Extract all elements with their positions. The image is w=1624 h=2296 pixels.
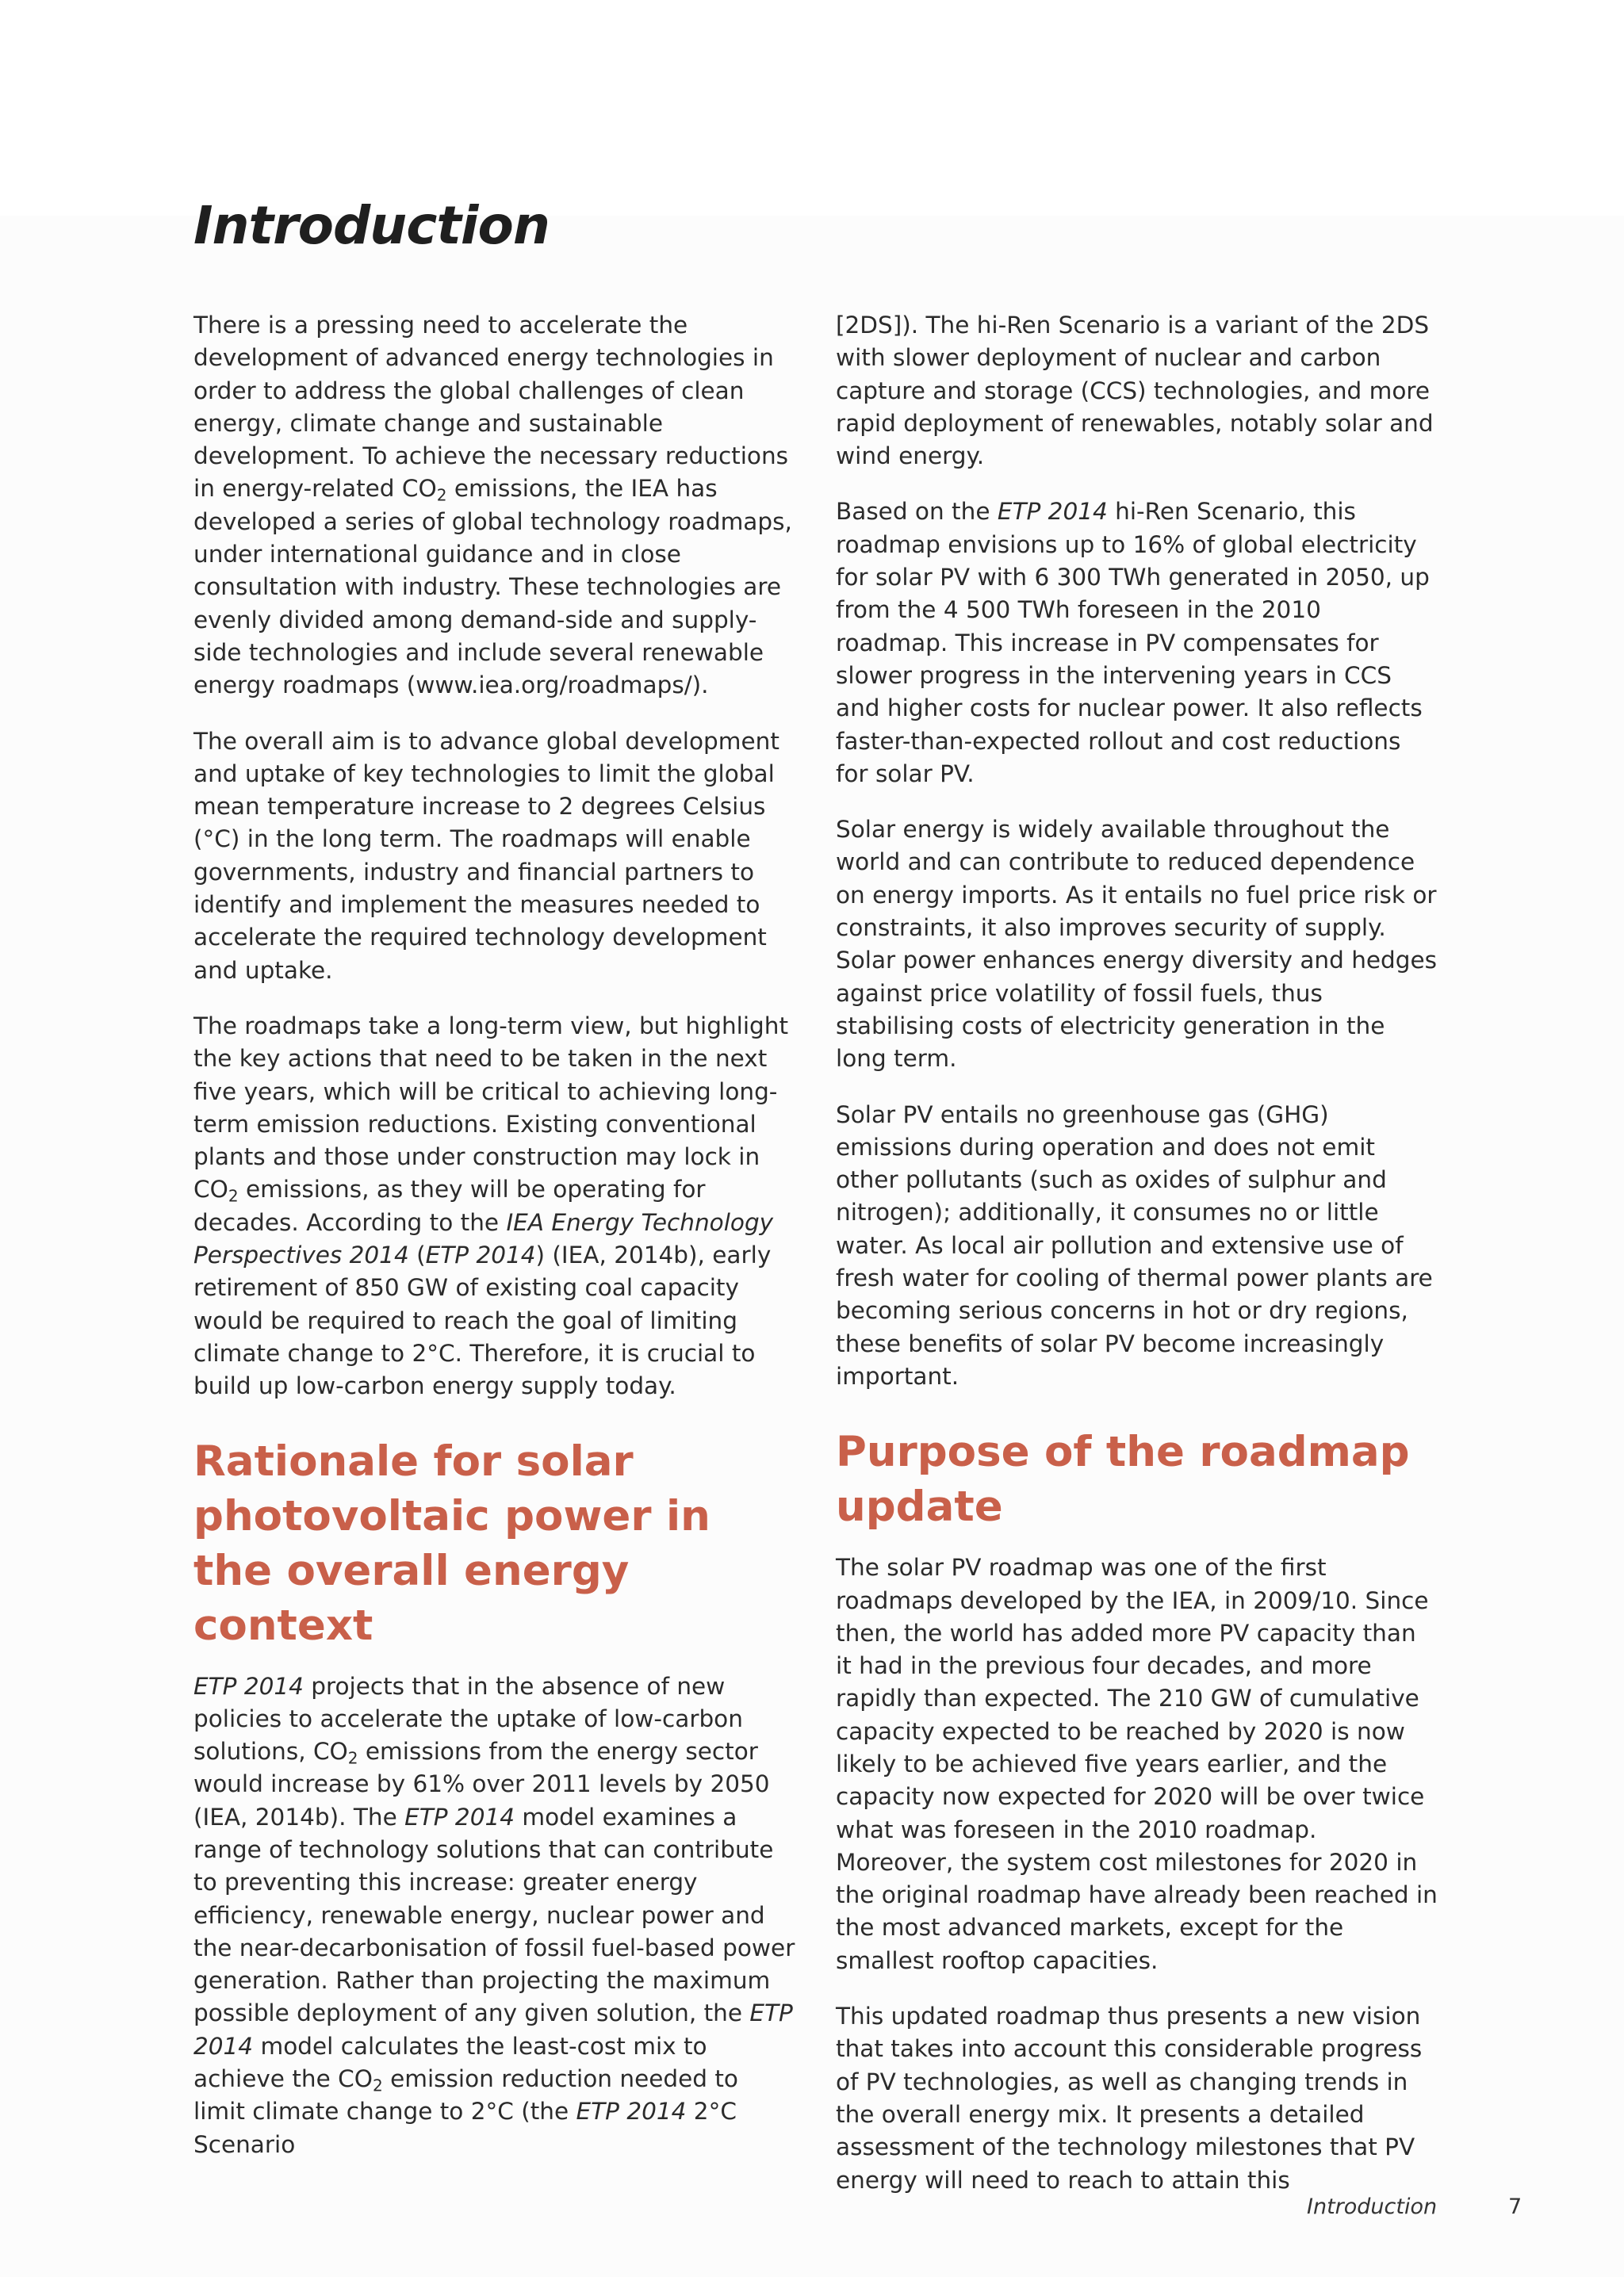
paragraph-updated-vision: This updated roadmap thus presents a new vision that takes into account this considerable progress of PV technologies, as well as changing trends in the overall energy mix. It presents a detailed assessment of the technology milestones that PV energy will need to reach to attain this — [836, 2003, 1423, 2194]
paragraph-roadmap-need: There is a pressing need to accelerate the development of advanced energy technologies in order to address the global challenges of clean energy, climate change and sustainable development. To achieve the necessary reductions in energy-related $CO_2$ emissions, the IEA has developed a series of global technology roadmaps, under international guidance and in close consultation with industry. These technologies are evenly divided among demand-side and supply-side technologies and include several renewable energy roadmaps (www.iea.org/roadmaps/). — [193, 312, 792, 699]
paragraph-roadmap-envision: Based on the ETP 2014 hi-Ren Scenario, this roadmap envisions up to 16% of global electricity for solar PV with 6 300 TWh generated in 2050, up from the 4 500 TWh foreseen in the 2010 roadmap. This increase in PV compensates for slower progress in the intervening years in CCS and higher costs for nuclear power. It also reflects faster-than-expected rollout and cost reductions for solar PV. — [836, 498, 1430, 787]
paragraph-etp-projections: ETP 2014 projects that in the absence of new policies to accelerate the uptake of low-carbon solutions, $CO_2$ emissions from the energy sector would increase by 61% over 2011 levels by 2050 (IEA, 2014b). The ETP 2014 model examines a range of technology solutions that can contribute to preventing this increase: greater energy efficiency, renewable energy, nuclear power and the near-decarbonisation of fossil fuel-based power generation. Rather than projecting the maximum possible deployment of any given solution, the ETP 2014 model calculates the least-cost mix to achieve the $CO_2$ emission reduction needed to limit climate change to 2°C (the ETP 2014 2°C Scenario — [193, 1672, 795, 2158]
section-heading-rationale: Rationale for solar photovoltaic power in the overall energy context — [193, 1437, 710, 1650]
paragraph-long-term-view: The roadmaps take a long-term view, but highlight the key actions that need to be taken in the next five years, which will be critical to achieving long-term emission reductions. Existing conventional plants and those under construction may lock in $CO_2$ emissions, as they will be operating for decades. According to the IEA Energy Technology Perspectives 2014 (ETP 2014) (IEA, 2014b), early retirement of 850 GW of existing coal capacity would be required to reach the goal of limiting climate change to 2°C. Therefore, it is crucial to build up low-carbon energy supply today. — [193, 1012, 789, 1400]
page-title: Introduction — [193, 195, 550, 256]
paragraph-hi-ren-scenario: [2DS]). The hi-Ren Scenario is a variant of the 2DS with slower deployment of nuclear and carbon capture and storage (CCS) technologies, and more rapid deployment of renewables, notably solar and wind energy. — [836, 312, 1434, 470]
footer-section-name: Introduction — [1307, 2195, 1438, 2219]
paragraph-overall-aim: The overall aim is to advance global development and uptake of key technologies to limit the global mean temperature increase to 2 degrees Celsius (°C) in the long term. The roadmaps will enable governments, industry and financial partners to identify and implement the measures needed to accelerate the required technology development and uptake. — [193, 727, 779, 984]
paragraph-roadmap-history: The solar PV roadmap was one of the first roadmaps developed by the IEA, in 2009/10. Since then, the world has added more PV capacity than it had in the previous four decades, and more rapidly than expected. The 210 GW of cumulative capacity expected to be reached by 2020 is now likely to be achieved five years earlier, and the capacity now expected for 2020 will be over twice what was foreseen in the 2010 roadmap. Moreover, the system cost milestones for 2020 in the original roadmap have already been reached in the most advanced markets, except for the smallest rooftop capacities. — [836, 1554, 1438, 1974]
right-column — [836, 309, 1438, 2220]
footer-page-number: 7 — [1508, 2195, 1522, 2219]
paragraph-no-emissions: Solar PV entails no greenhouse gas (GHG) emissions during operation and does not emit other pollutants (such as oxides of sulphur and nitrogen); additionally, it consumes no or little water. As local air pollution and extensive use of fresh water for cooling of thermal power plants are becoming serious concerns in hot or dry regions, these benefits of solar PV become increasingly important. — [836, 1100, 1433, 1390]
paragraph-solar-availability: Solar energy is widely available throughout the world and can contribute to reduced dependence on energy imports. As it entails no fuel price risk or constraints, it also improves security of supply. Solar power enhances energy diversity and hedges against price volatility of fossil fuels, thus stabilising costs of electricity generation in the long term. — [836, 816, 1438, 1073]
section-heading-purpose: Purpose of the roadmap update — [836, 1428, 1410, 1532]
left-column — [193, 309, 796, 2184]
